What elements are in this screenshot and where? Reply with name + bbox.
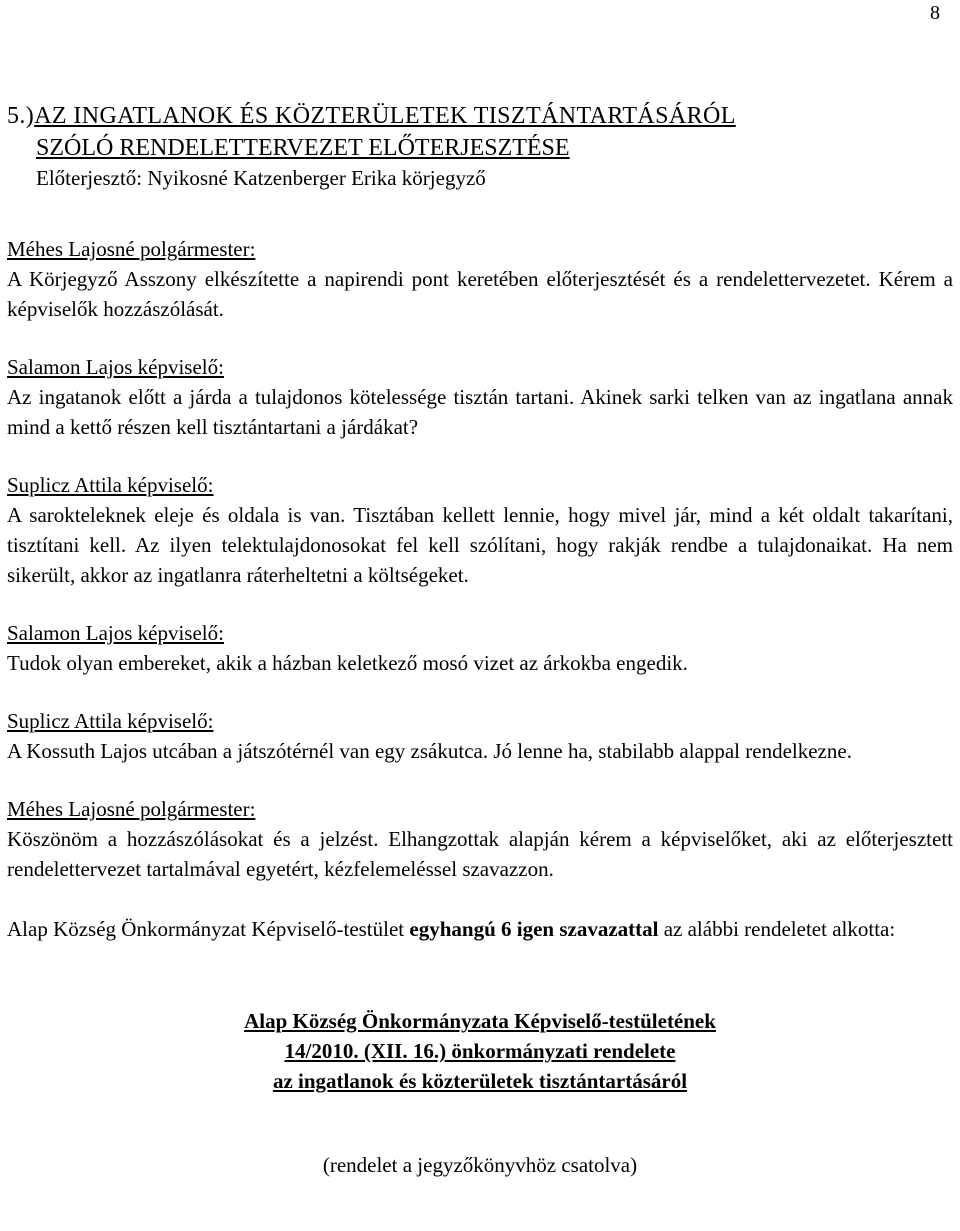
decree-title-line-3: az ingatlanok és közterületek tisztántartásáról [272,1069,688,1093]
page-number: 8 [930,2,940,24]
speaker-name: Méhes Lajosné polgármester: [7,797,256,821]
decree-title [7,1006,953,1096]
speech-text: Tudok olyan embereket, akik a házban keletkező mosó vizet az árkokba engedik. [7,651,688,675]
speaker-name: Suplicz Attila képviselő: [7,473,214,497]
vote-text-before: Alap Község Önkormányzat Képviselő-testület [7,917,410,941]
decree-title-line-2: 14/2010. (XII. 16.) önkormányzati rendelete [284,1039,676,1063]
heading-title-line-2: SZÓLÓ RENDELETTERVEZET ELŐTERJESZTÉSE [36,135,570,161]
document-body [7,100,953,1180]
speech-text: A Körjegyző Asszony elkészítette a napirendi pont keretében előterjesztését és a rendelettervezetet. Kérem a képviselők hozzászólását. [7,267,953,321]
speaker-name: Suplicz Attila képviselő: [7,709,214,733]
presenter-line: Előterjesztő: Nyikosné Katzenberger Erika körjegyző [36,166,486,190]
speech-text: A sarokteleknek eleje és oldala is van. Tisztában kellett lennie, hogy mivel jár, mind a két oldalt takarítani, tisztítani kell. Az ilyen telektulajdonosokat fel kell szólítani, hogy rakják rendbe a tulajdonaikat. Ha nem sikerült, akkor az ingatlanra ráterheltetni a költségeket. [7,503,953,587]
speaker-name: Méhes Lajosné polgármester: [7,237,256,261]
attachment-note: (rendelet a jegyzőkönyvhöz csatolva) [322,1153,638,1177]
vote-result [7,914,953,944]
section-heading [7,100,953,164]
heading-line-1 [7,100,953,132]
speaker-name: Salamon Lajos képviselő: [7,355,224,379]
speaker-name: Salamon Lajos képviselő: [7,621,224,645]
decree-title-line-1: Alap Község Önkormányzata Képviselő-testületének [244,1009,716,1033]
speech-text: A Kossuth Lajos utcában a játszótérnél van egy zsákutca. Jó lenne ha, stabilabb alappal rendelkezne. [7,739,852,763]
speech-text: Köszönöm a hozzászólásokat és a jelzést. Elhangzottak alapján kérem a képviselőket, aki az előterjesztett rendelettervezet tartalmával egyetért, kézfelemeléssel szavazzon. [7,827,953,881]
heading-title-line-1: AZ INGATLANOK ÉS KÖZTERÜLETEK TISZTÁNTARTÁSÁRÓL [34,103,736,129]
speech-text: Az ingatanok előtt a járda a tulajdonos kötelessége tisztán tartani. Akinek sarki telken van az ingatlana annak mind a kettő részen kell tisztántartani a járdákat? [7,385,953,439]
section-number: 5.) [7,103,35,129]
vote-text-after: az alábbi rendeletet alkotta: [658,917,896,941]
vote-count: egyhangú 6 igen szavazattal [409,917,659,941]
